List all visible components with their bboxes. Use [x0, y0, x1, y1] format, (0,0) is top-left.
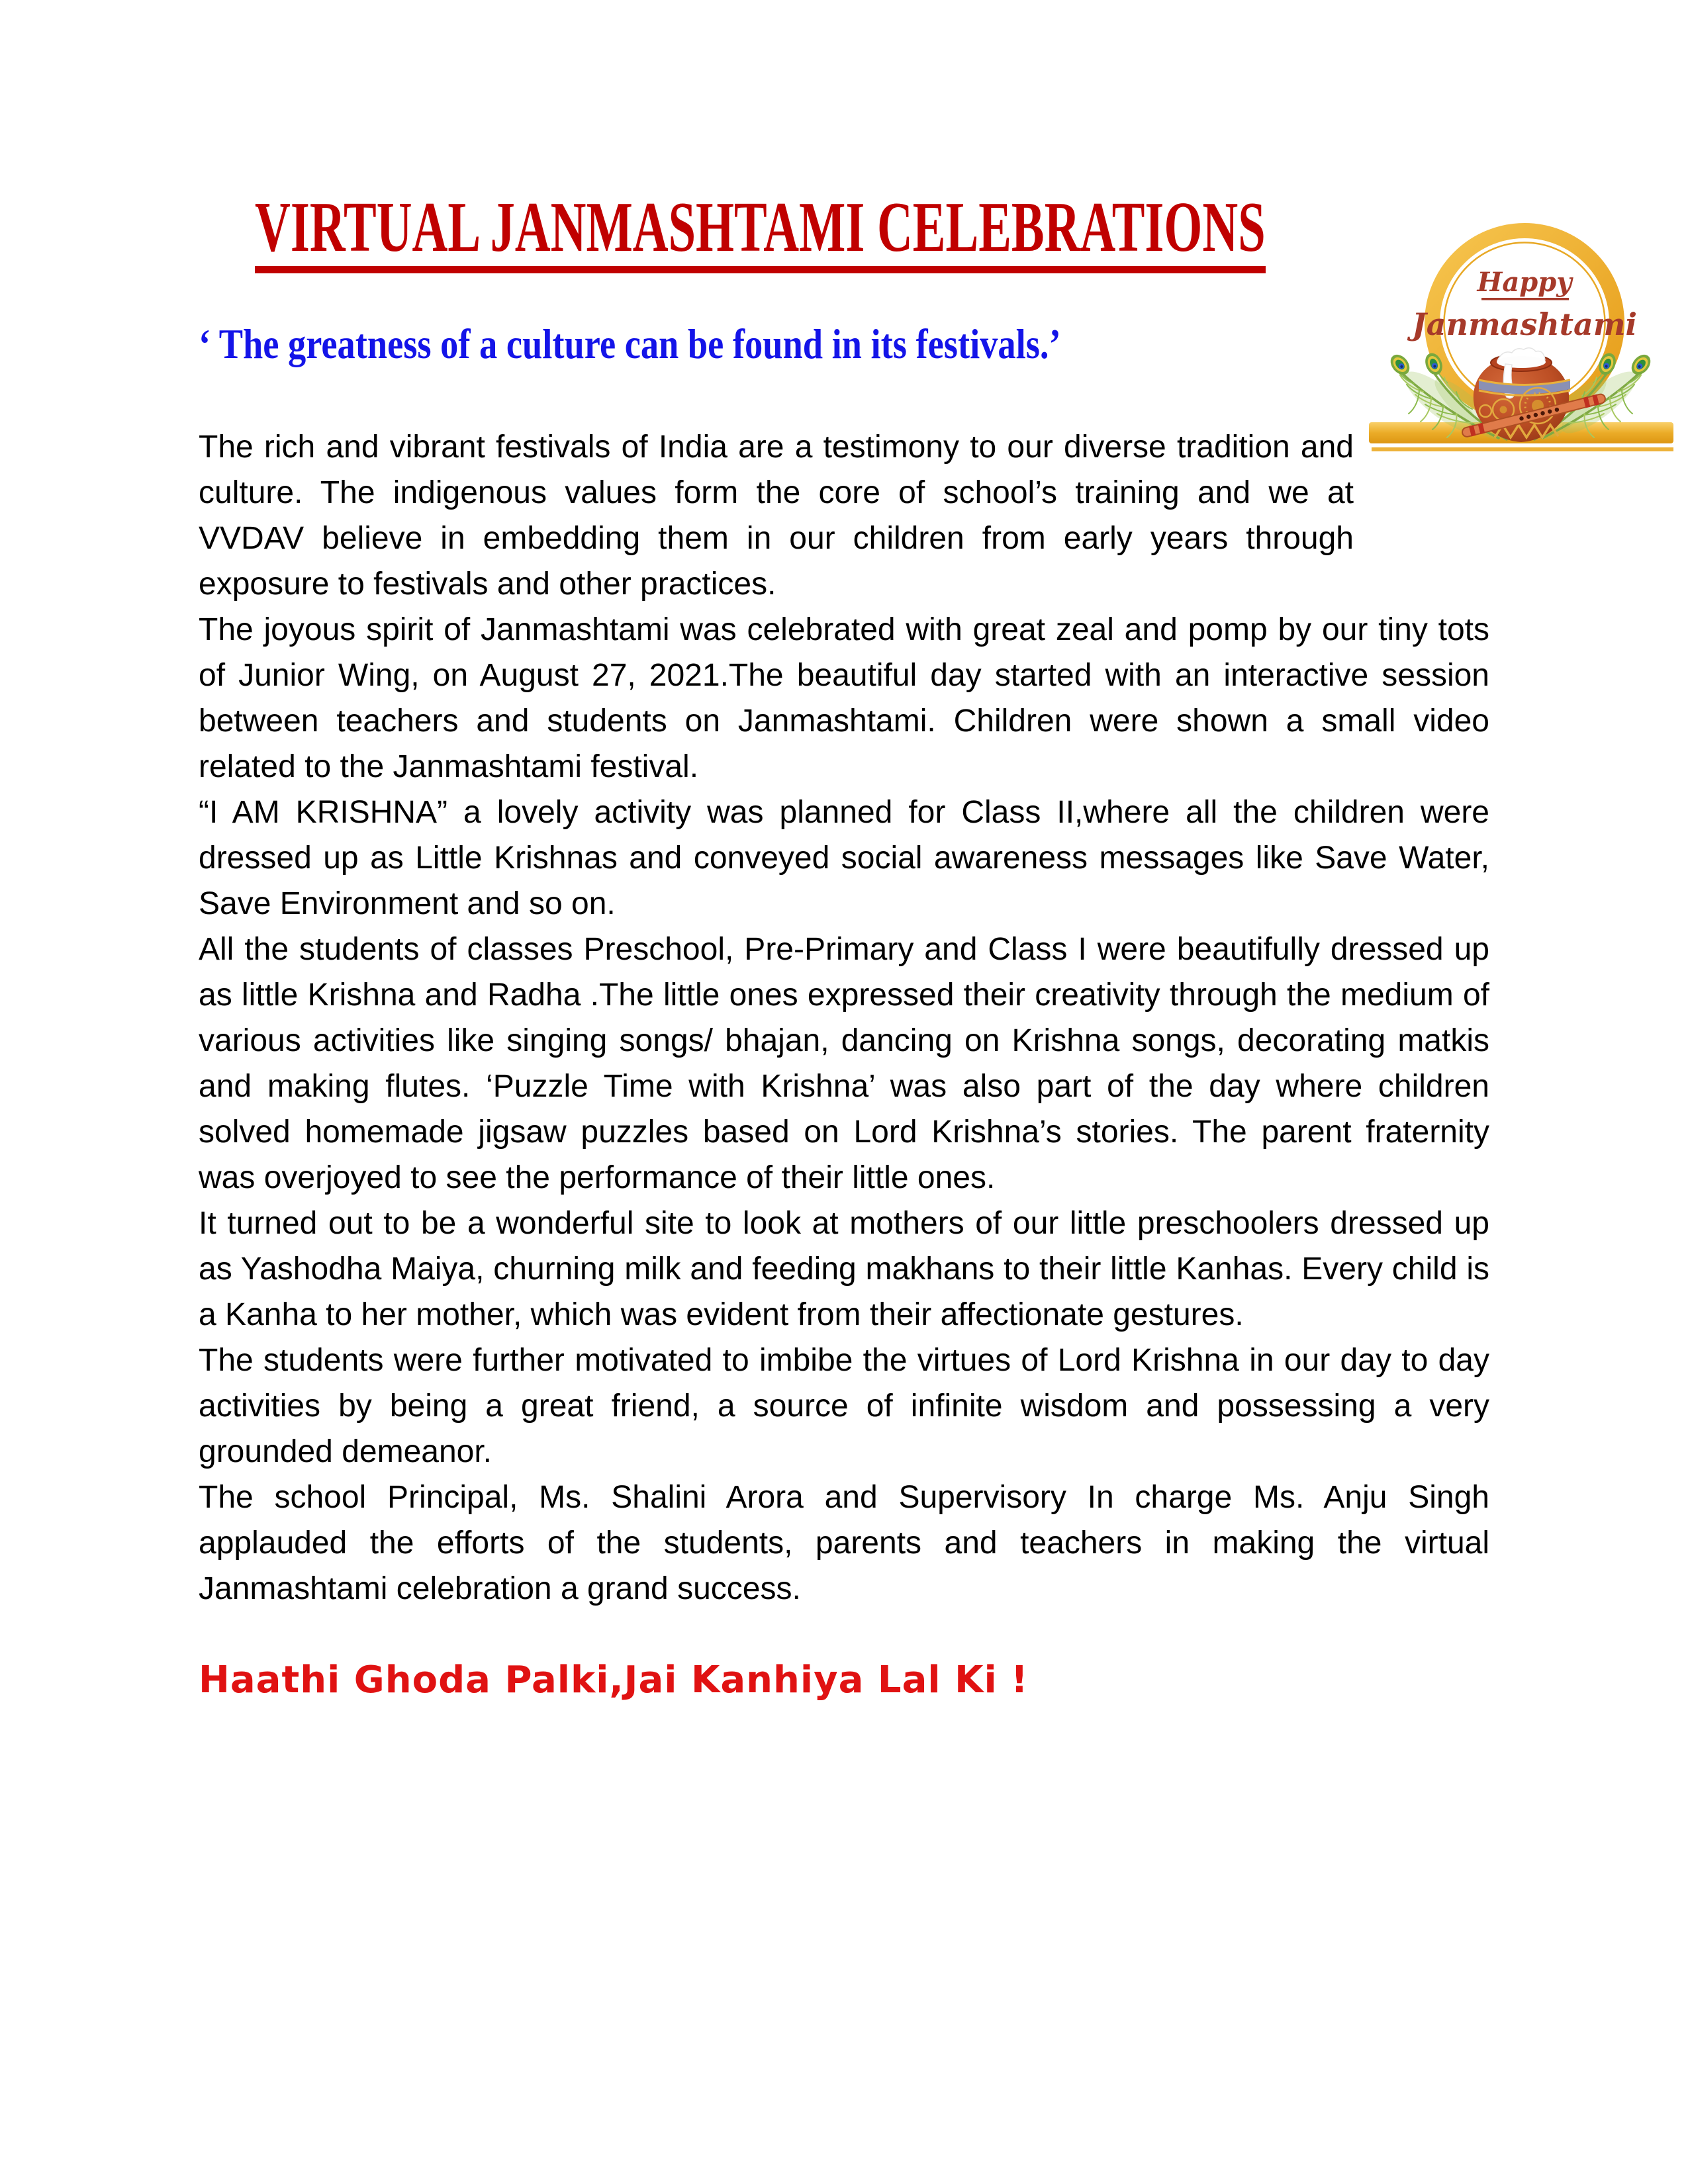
paragraph-7: The school Principal, Ms. Shalini Arora and Supervisory In charge Ms. Anju Singh applauded the efforts of the students, parents and teachers in making the virtual Janmashtami celebration a grand success.	[199, 1480, 1489, 1607]
document-content	[199, 0, 1489, 1702]
page-title	[255, 188, 1489, 273]
logo-janmashtami-text: Janmashtami	[1411, 306, 1638, 342]
paragraph-1: The rich and vibrant festivals of India are a testimony to our diverse tradition and culture. The indigenous values form the core of school’s training and we at VVDAV believe in embedding them in our children from early years through exposure to festivals and other practices.	[199, 430, 1354, 602]
paragraph-3: “I AM KRISHNA” a lovely activity was planned for Class II,where all the children were dressed up as Little Krishnas and conveyed social awareness messages like Save Water, Save Environment and so on.	[199, 795, 1489, 922]
quote-text: ‘ The greatness of a culture can be found in its festivals.’	[199, 320, 1061, 367]
page-title-text: VIRTUAL JANMASHTAMI CELEBRATIONS	[255, 192, 1266, 273]
closing-line: Haathi Ghoda Palki,Jai Kanhiya Lal Ki !	[199, 1659, 1029, 1702]
paragraph-5: It turned out to be a wonderful site to look at mothers of our little preschoolers dressed up as Yashodha Maiya, churning milk and feeding makhans to their little Kanhas. Every child is a Kanha to her mother, which was evident from their affectionate gestures.	[199, 1206, 1489, 1333]
logo-wrap-spacer	[1354, 424, 1489, 517]
paragraph-2: The joyous spirit of Janmashtami was celebrated with great zeal and pomp by our tiny tots of Junior Wing, on August 27, 2021.The beautiful day started with an interactive session between teachers and students on Janmashtami. Children were shown a small video related to the Janmashtami festival.	[199, 612, 1489, 785]
paragraph-4: All the students of classes Preschool, Pre-Primary and Class I were beautifully dressed up as little Krishna and Radha .The little ones expressed their creativity through the medium of various activities like singing songs/ bhajan, dancing on Krishna songs, decorating matkis and making flutes. ‘Puzzle Time with Krishna’ was also part of the day where children solved homemade jigsaw puzzles based on Lord Krishna’s stories. The parent fraternity was overjoyed to see the performance of their little ones.	[199, 932, 1489, 1196]
paragraph-6: The students were further motivated to imbibe the virtues of Lord Krishna in our day to day activities by being a great friend, a source of infinite wisdom and possessing a very grounded demeanor.	[199, 1343, 1489, 1470]
logo-happy-underline	[1481, 298, 1569, 300]
logo-happy-text: Happy	[1477, 267, 1572, 298]
article-body	[199, 424, 1489, 1612]
quote-line	[199, 321, 1489, 367]
